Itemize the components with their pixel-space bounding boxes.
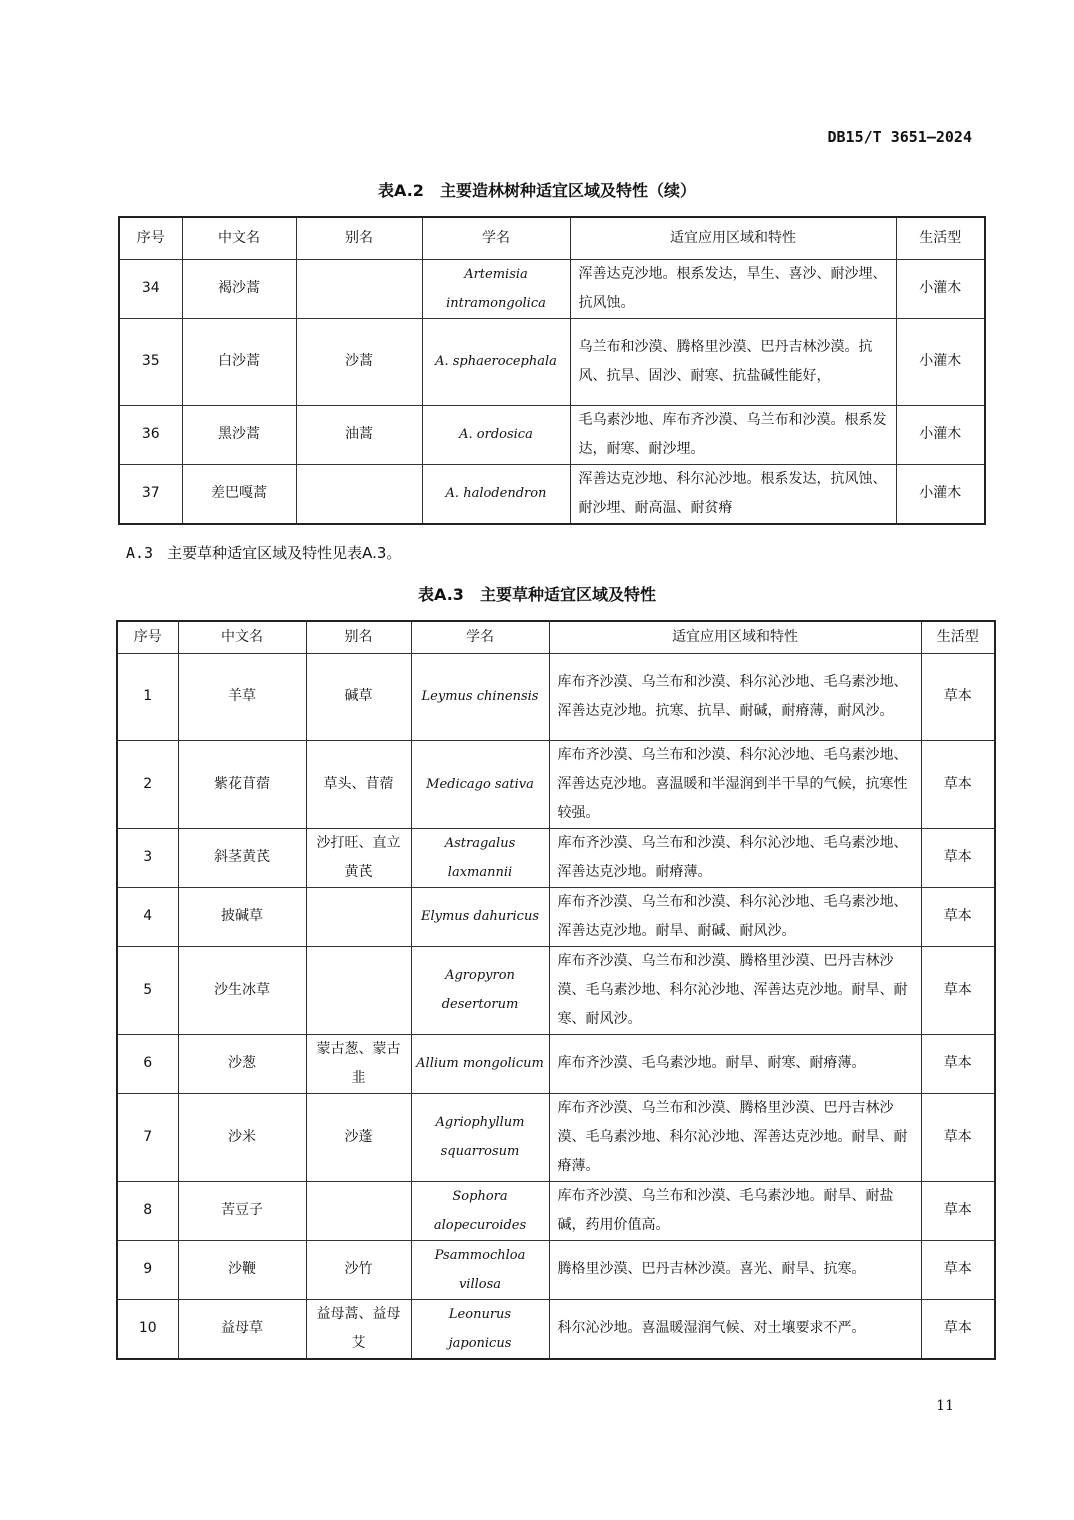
chinese-name-cell: 沙鞭 bbox=[178, 1240, 306, 1299]
chinese-name-cell: 黑沙蒿 bbox=[182, 405, 296, 464]
row-number-cell: 2 bbox=[117, 740, 178, 828]
row-number-cell: 10 bbox=[117, 1299, 178, 1359]
col-header-type: 生活型 bbox=[896, 217, 985, 259]
alias-name-cell: 益母蒿、益母艾 bbox=[306, 1299, 411, 1359]
table-header-row bbox=[117, 621, 995, 653]
row-number-cell: 5 bbox=[117, 946, 178, 1034]
scientific-name-cell: Sophora alopecuroides bbox=[411, 1181, 549, 1240]
region-description-cell: 库布齐沙漠、乌兰布和沙漠、毛乌素沙地。耐旱、耐盐碱，药用价值高。 bbox=[549, 1181, 921, 1240]
chinese-name-cell: 沙生冰草 bbox=[178, 946, 306, 1034]
row-number-cell: 36 bbox=[119, 405, 182, 464]
scientific-name-cell: Allium mongolicum bbox=[411, 1034, 549, 1093]
section-number: A.3 bbox=[126, 544, 154, 562]
chinese-name-cell: 益母草 bbox=[178, 1299, 306, 1359]
alias-name-cell: 油蒿 bbox=[296, 405, 422, 464]
life-form-cell: 草本 bbox=[921, 1034, 995, 1093]
chinese-name-cell: 沙葱 bbox=[178, 1034, 306, 1093]
row-number-cell: 3 bbox=[117, 828, 178, 887]
region-description-cell: 乌兰布和沙漠、腾格里沙漠、巴丹吉林沙漠。抗风、抗旱、固沙、耐寒、抗盐碱性能好， bbox=[570, 318, 896, 405]
scientific-name-cell: Medicago sativa bbox=[411, 740, 549, 828]
row-number-cell: 6 bbox=[117, 1034, 178, 1093]
scientific-name-cell: Elymus dahuricus bbox=[411, 887, 549, 946]
table-row bbox=[117, 828, 995, 887]
life-form-cell: 草本 bbox=[921, 887, 995, 946]
life-form-cell: 草本 bbox=[921, 1299, 995, 1359]
life-form-cell: 草本 bbox=[921, 1181, 995, 1240]
region-description-cell: 库布齐沙漠、毛乌素沙地。耐旱、耐寒、耐瘠薄。 bbox=[549, 1034, 921, 1093]
scientific-name-cell: A. ordosica bbox=[422, 405, 570, 464]
table-row bbox=[119, 259, 985, 318]
row-number-cell: 8 bbox=[117, 1181, 178, 1240]
chinese-name-cell: 白沙蒿 bbox=[182, 318, 296, 405]
alias-name-cell: 蒙古葱、蒙古韭 bbox=[306, 1034, 411, 1093]
region-description-cell: 毛乌素沙地、库布齐沙漠、乌兰布和沙漠。根系发达，耐寒、耐沙埋。 bbox=[570, 405, 896, 464]
life-form-cell: 草本 bbox=[921, 946, 995, 1034]
life-form-cell: 草本 bbox=[921, 1093, 995, 1181]
alias-name-cell: 沙竹 bbox=[306, 1240, 411, 1299]
alias-name-cell: 沙打旺、直立黄芪 bbox=[306, 828, 411, 887]
table-row bbox=[117, 887, 995, 946]
alias-name-cell: 草头、苜蓿 bbox=[306, 740, 411, 828]
scientific-name-cell: Leymus chinensis bbox=[411, 653, 549, 740]
table-row bbox=[117, 1093, 995, 1181]
table-a2-caption: 表A.2 主要造林树种适宜区域及特性（续） bbox=[378, 181, 696, 200]
life-form-cell: 小灌木 bbox=[896, 405, 985, 464]
row-number-cell: 4 bbox=[117, 887, 178, 946]
page-number: 11 bbox=[936, 1398, 954, 1414]
table-a3-body bbox=[117, 653, 995, 1359]
table-header-row bbox=[119, 217, 985, 259]
scientific-name-cell: A. halodendron bbox=[422, 464, 570, 524]
table-a2-body bbox=[119, 259, 985, 524]
chinese-name-cell: 沙米 bbox=[178, 1093, 306, 1181]
table-row bbox=[117, 1240, 995, 1299]
table-row bbox=[117, 1181, 995, 1240]
life-form-cell: 草本 bbox=[921, 828, 995, 887]
life-form-cell: 草本 bbox=[921, 740, 995, 828]
scientific-name-cell: Astragalus laxmannii bbox=[411, 828, 549, 887]
row-number-cell: 9 bbox=[117, 1240, 178, 1299]
region-description-cell: 库布齐沙漠、乌兰布和沙漠、科尔沁沙地、毛乌素沙地、浑善达克沙地。喜温暖和半湿润到半干旱的气候，抗寒性较强。 bbox=[549, 740, 921, 828]
row-number-cell: 7 bbox=[117, 1093, 178, 1181]
alias-name-cell bbox=[296, 259, 422, 318]
table-row bbox=[117, 653, 995, 740]
scientific-name-cell: Leonurus japonicus bbox=[411, 1299, 549, 1359]
table-row bbox=[119, 405, 985, 464]
col-header-sci: 学名 bbox=[422, 217, 570, 259]
chinese-name-cell: 斜茎黄芪 bbox=[178, 828, 306, 887]
alias-name-cell: 碱草 bbox=[306, 653, 411, 740]
col-header-no: 序号 bbox=[119, 217, 182, 259]
region-description-cell: 库布齐沙漠、乌兰布和沙漠、科尔沁沙地、毛乌素沙地、浑善达克沙地。抗寒、抗旱、耐碱，耐瘠薄，耐风沙。 bbox=[549, 653, 921, 740]
col-header-name: 中文名 bbox=[182, 217, 296, 259]
col-header-alias: 别名 bbox=[296, 217, 422, 259]
chinese-name-cell: 苦豆子 bbox=[178, 1181, 306, 1240]
life-form-cell: 草本 bbox=[921, 1240, 995, 1299]
table-row bbox=[117, 1299, 995, 1359]
table-a3-caption: 表A.3 主要草种适宜区域及特性 bbox=[418, 585, 656, 604]
col-header-desc: 适宜应用区域和特性 bbox=[570, 217, 896, 259]
col-header-desc: 适宜应用区域和特性 bbox=[549, 621, 921, 653]
region-description-cell: 库布齐沙漠、乌兰布和沙漠、腾格里沙漠、巴丹吉林沙漠、毛乌素沙地、科尔沁沙地、浑善达克沙地。耐旱、耐瘠薄。 bbox=[549, 1093, 921, 1181]
region-description-cell: 库布齐沙漠、乌兰布和沙漠、科尔沁沙地、毛乌素沙地、浑善达克沙地。耐旱、耐碱、耐风沙。 bbox=[549, 887, 921, 946]
life-form-cell: 小灌木 bbox=[896, 464, 985, 524]
alias-name-cell bbox=[296, 464, 422, 524]
region-description-cell: 浑善达克沙地。根系发达，旱生、喜沙、耐沙埋、抗风蚀。 bbox=[570, 259, 896, 318]
region-description-cell: 库布齐沙漠、乌兰布和沙漠、科尔沁沙地、毛乌素沙地、浑善达克沙地。耐瘠薄。 bbox=[549, 828, 921, 887]
alias-name-cell bbox=[306, 946, 411, 1034]
alias-name-cell: 沙蓬 bbox=[306, 1093, 411, 1181]
region-description-cell: 科尔沁沙地。喜温暖湿润气候、对土壤要求不严。 bbox=[549, 1299, 921, 1359]
table-a3 bbox=[116, 620, 996, 1360]
region-description-cell: 库布齐沙漠、乌兰布和沙漠、腾格里沙漠、巴丹吉林沙漠、毛乌素沙地、科尔沁沙地、浑善达克沙地。耐旱、耐寒、耐风沙。 bbox=[549, 946, 921, 1034]
col-header-name: 中文名 bbox=[178, 621, 306, 653]
scientific-name-cell: A. sphaerocephala bbox=[422, 318, 570, 405]
section-text: 主要草种适宜区域及特性见表A.3。 bbox=[167, 544, 402, 562]
table-row bbox=[117, 946, 995, 1034]
region-description-cell: 腾格里沙漠、巴丹吉林沙漠。喜光、耐旱、抗寒。 bbox=[549, 1240, 921, 1299]
row-number-cell: 35 bbox=[119, 318, 182, 405]
scientific-name-cell: Agropyron desertorum bbox=[411, 946, 549, 1034]
chinese-name-cell: 紫花苜蓿 bbox=[178, 740, 306, 828]
alias-name-cell: 沙蒿 bbox=[296, 318, 422, 405]
alias-name-cell bbox=[306, 1181, 411, 1240]
life-form-cell: 小灌木 bbox=[896, 259, 985, 318]
table-a2 bbox=[118, 216, 986, 525]
col-header-no: 序号 bbox=[117, 621, 178, 653]
col-header-type: 生活型 bbox=[921, 621, 995, 653]
row-number-cell: 1 bbox=[117, 653, 178, 740]
table-row bbox=[119, 318, 985, 405]
section-paragraph bbox=[126, 542, 401, 563]
table-row bbox=[117, 740, 995, 828]
alias-name-cell bbox=[306, 887, 411, 946]
table-row bbox=[117, 1034, 995, 1093]
chinese-name-cell: 披碱草 bbox=[178, 887, 306, 946]
scientific-name-cell: Psammochloa villosa bbox=[411, 1240, 549, 1299]
row-number-cell: 37 bbox=[119, 464, 182, 524]
scientific-name-cell: Agriophyllum squarrosum bbox=[411, 1093, 549, 1181]
life-form-cell: 草本 bbox=[921, 653, 995, 740]
col-header-alias: 别名 bbox=[306, 621, 411, 653]
row-number-cell: 34 bbox=[119, 259, 182, 318]
table-row bbox=[119, 464, 985, 524]
col-header-sci: 学名 bbox=[411, 621, 549, 653]
scientific-name-cell: Artemisia intramongolica bbox=[422, 259, 570, 318]
chinese-name-cell: 褐沙蒿 bbox=[182, 259, 296, 318]
chinese-name-cell: 差巴嘎蒿 bbox=[182, 464, 296, 524]
standard-code: DB15/T 3651—2024 bbox=[827, 128, 972, 146]
life-form-cell: 小灌木 bbox=[896, 318, 985, 405]
chinese-name-cell: 羊草 bbox=[178, 653, 306, 740]
region-description-cell: 浑善达克沙地、科尔沁沙地。根系发达，抗风蚀、耐沙埋、耐高温、耐贫瘠 bbox=[570, 464, 896, 524]
